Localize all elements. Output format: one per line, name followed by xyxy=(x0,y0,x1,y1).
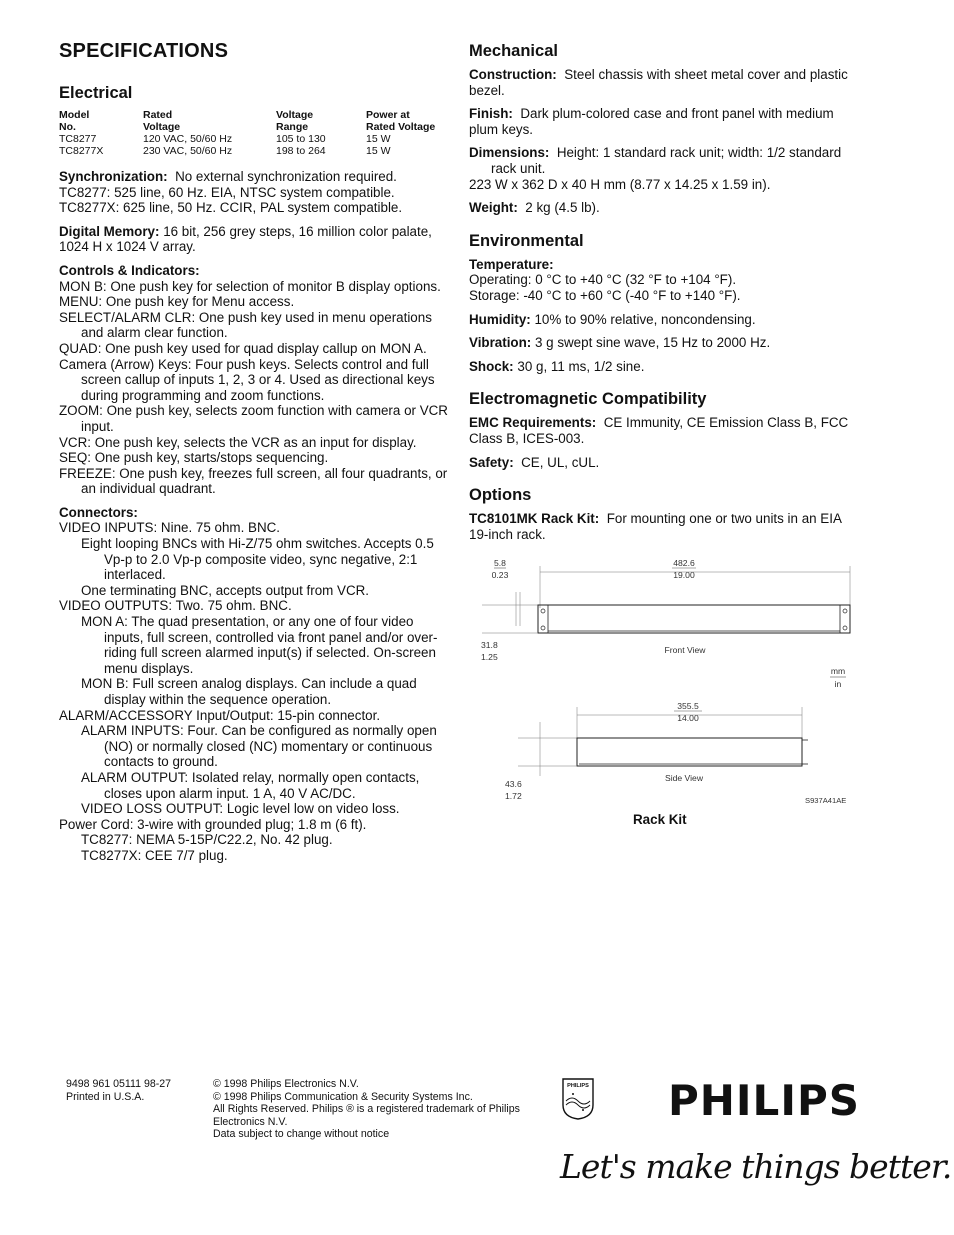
table-cell: TC8277 xyxy=(59,133,97,145)
footer-copyright xyxy=(213,1078,523,1141)
table-cell: 120 VAC, 50/60 Hz xyxy=(143,133,233,145)
list-item: MON B: Full screen analog displays. Can include a quad display within the sequence operation. xyxy=(81,676,417,707)
copyright-line: Data subject to change without notice xyxy=(213,1128,390,1141)
printed-in: Printed in U.S.A. xyxy=(66,1091,145,1103)
humidity-label: Humidity: xyxy=(469,311,531,327)
dim-small-in: 0.23 xyxy=(491,570,509,580)
emc-paragraph xyxy=(469,415,854,446)
col-header: Power at Rated Voltage xyxy=(366,109,436,133)
sync-paragraph xyxy=(59,169,454,216)
electrical-table-header xyxy=(59,109,435,133)
shock-text: 30 g, 11 ms, 1/2 sine. xyxy=(517,358,645,374)
shield-text: PHILIPS xyxy=(567,1083,589,1089)
rack-kit-paragraph xyxy=(469,511,854,542)
list-item: SEQ: One push key, starts/stops sequencing. xyxy=(59,450,329,466)
construction-text: Steel chassis with sheet metal cover and plastic bezel. xyxy=(469,67,848,98)
list-item: VCR: One push key, selects the VCR as an input for display. xyxy=(59,434,417,450)
list-item: VIDEO LOSS OUTPUT: Logic level low on video loss. xyxy=(81,801,400,817)
list-item: VIDEO OUTPUTS: Two. 75 ohm. BNC. xyxy=(59,598,292,614)
sync-line: TC8277: 525 line, 60 Hz. EIA, NTSC system compatible. xyxy=(59,184,395,200)
environmental-heading: Environmental xyxy=(469,231,584,250)
vibration-text: 3 g swept sine wave, 15 Hz to 2000 Hz. xyxy=(534,335,771,351)
shock-label: Shock: xyxy=(469,358,514,374)
vibration-label: Vibration: xyxy=(469,335,532,351)
connectors-list xyxy=(59,520,454,863)
part-number: 9498 961 05111 98-27 xyxy=(66,1078,172,1090)
table-cell: 198 to 264 xyxy=(276,145,326,157)
dim-side-in: 1.72 xyxy=(505,791,522,801)
unit-in: in xyxy=(834,679,842,689)
safety-label: Safety: xyxy=(469,454,514,470)
emc-label: EMC Requirements: xyxy=(469,415,597,431)
col-header: Voltage Range xyxy=(276,109,314,133)
construction-paragraph xyxy=(469,67,854,98)
list-item: Camera (Arrow) Keys: Four push keys. Selects control and full screen callup of inputs 1, 2, 3 or 4. Used as directional keys during programming and zoom functions. xyxy=(59,356,435,403)
weight-paragraph xyxy=(469,200,854,216)
front-view-panel xyxy=(538,605,850,633)
construction-label: Construction: xyxy=(469,67,557,82)
right-column xyxy=(469,42,854,550)
emc-text: CE Immunity, CE Emission Class B, FCC Class B, ICES-003. xyxy=(469,415,849,446)
left-column xyxy=(59,84,454,872)
temperature-label: Temperature: xyxy=(469,256,554,272)
footer-part-info xyxy=(66,1078,171,1104)
list-item: ZOOM: One push key, selects zoom function with camera or VCR input. xyxy=(59,403,448,434)
safety-text: CE, UL, cUL. xyxy=(521,454,600,470)
list-item: One terminating BNC, accepts output from VCR. xyxy=(81,582,370,598)
dimensions-paragraph xyxy=(469,145,854,192)
sync-line: TC8277X: 625 line, 50 Hz. CCIR, PAL system compatible. xyxy=(59,200,403,216)
finish-paragraph xyxy=(469,106,854,137)
sync-text: No external synchronization required. xyxy=(175,169,397,184)
temperature-paragraph xyxy=(469,257,854,304)
controls-section xyxy=(59,263,454,497)
connectors-label: Connectors: xyxy=(59,504,138,520)
electrical-heading: Electrical xyxy=(59,84,133,102)
table-cell: 230 VAC, 50/60 Hz xyxy=(143,145,233,157)
dimensions-line: 223 W x 362 D x 40 H mm (8.77 x 14.25 x 1.59 in). xyxy=(469,176,771,192)
dim-height-in: 1.25 xyxy=(481,652,498,662)
humidity-text: 10% to 90% relative, noncondensing. xyxy=(534,311,756,327)
memory-paragraph xyxy=(59,224,454,255)
table-cell: 105 to 130 xyxy=(276,133,326,145)
rack-kit-text: For mounting one or two units in an EIA 19-inch rack. xyxy=(469,511,842,542)
list-item: QUAD: One push key used for quad display callup on MON A. xyxy=(59,340,427,356)
side-view-label: Side View xyxy=(664,773,704,783)
unit-mm: mm xyxy=(830,666,846,676)
side-view-panel xyxy=(577,738,802,766)
sync-label: Synchronization: xyxy=(59,169,168,184)
vibration-paragraph xyxy=(469,335,854,351)
page-title: SPECIFICATIONS xyxy=(59,40,229,62)
list-item: Power Cord: 3-wire with grounded plug; 1.8 m (6 ft). xyxy=(59,816,367,832)
list-item: MON B: One push key for selection of monitor B display options. xyxy=(59,278,441,294)
table-cell: 15 W xyxy=(366,145,391,157)
list-item: VIDEO INPUTS: Nine. 75 ohm. BNC. xyxy=(59,520,281,536)
dim-depth-mm: 355.5 xyxy=(677,701,699,711)
dim-small-mm: 5.8 xyxy=(494,558,506,568)
list-item: MENU: One push key for Menu access. xyxy=(59,294,295,310)
col-header: Model No. xyxy=(59,109,90,133)
copyright-line: © 1998 Philips Communication & Security Systems Inc. xyxy=(213,1090,473,1103)
dim-width-mm: 482.6 xyxy=(673,558,695,568)
list-item: ALARM/ACCESSORY Input/Output: 15-pin connector. xyxy=(59,707,381,723)
list-item: TC8277X: CEE 7/7 plug. xyxy=(81,847,228,863)
table-cell: 15 W xyxy=(366,133,391,145)
list-item: ALARM OUTPUT: Isolated relay, normally open contacts, closes upon alarm input. 1 A, 40 V AC/DC. xyxy=(81,769,420,801)
dim-depth-in: 14.00 xyxy=(677,713,699,723)
weight-text: 2 kg (4.5 lb). xyxy=(525,200,600,216)
memory-text: 16 bit, 256 grey steps, 16 million color palate, 1024 H x 1024 V array. xyxy=(59,223,432,255)
safety-paragraph xyxy=(469,455,854,471)
memory-label: Digital Memory: xyxy=(59,223,160,239)
temp-operating: Operating: 0 °C to +40 °C (32 °F to +104 °F). xyxy=(469,272,737,288)
emc-heading: Electromagnetic Compatibility xyxy=(469,390,707,409)
col-header: Rated Voltage xyxy=(143,109,181,133)
table-row xyxy=(59,145,435,157)
table-row xyxy=(59,133,435,145)
drawing-code: S937A41AE xyxy=(805,796,847,805)
temp-storage: Storage: -40 °C to +60 °C (-40 °F to +140 °F). xyxy=(469,287,741,303)
dim-width-in: 19.00 xyxy=(673,570,695,580)
connectors-section xyxy=(59,505,454,864)
controls-list xyxy=(59,279,454,497)
philips-shield-logo xyxy=(561,1077,595,1121)
finish-text: Dark plum-colored case and front panel with medium plum keys. xyxy=(469,106,834,137)
philips-wordmark: PHILIPS xyxy=(668,1076,860,1125)
dimensions-text: Height: 1 standard rack unit; width: 1/2 standard rack unit. xyxy=(491,145,842,176)
electrical-table xyxy=(59,109,435,157)
shock-paragraph xyxy=(469,359,854,375)
dimensions-label: Dimensions: xyxy=(469,145,550,161)
options-heading: Options xyxy=(469,486,532,505)
table-cell: TC8277X xyxy=(59,145,104,157)
humidity-paragraph xyxy=(469,312,854,328)
copyright-line: © 1998 Philips Electronics N.V. xyxy=(213,1078,359,1090)
rack-kit-label: TC8101MK Rack Kit: xyxy=(469,511,600,527)
dim-side-mm: 43.6 xyxy=(505,779,522,789)
list-item: MON A: The quad presentation, or any one of four video inputs, full screen, controlled via front panel and/or over-riding full screen alarmed input(s) if selected. On-screen menu displays. xyxy=(81,614,438,676)
front-view-label: Front View xyxy=(664,645,706,655)
rack-kit-caption: Rack Kit xyxy=(633,812,687,827)
copyright-line: All Rights Reserved. Philips ® is a registered trademark of Philips Electronics N.V. xyxy=(213,1103,520,1128)
list-item: SELECT/ALARM CLR: One push key used in menu operations and alarm clear function. xyxy=(59,309,432,341)
weight-label: Weight: xyxy=(469,200,518,216)
tagline: Let's make things better. xyxy=(560,1147,952,1186)
list-item: Eight looping BNCs with Hi-Z/75 ohm switches. Accepts 0.5 Vp-p to 2.0 Vp-p composite video, sync negative, 2:1 interlaced. xyxy=(81,536,434,583)
controls-label: Controls & Indicators: xyxy=(59,262,200,278)
list-item: TC8277: NEMA 5-15P/C22.2, No. 42 plug. xyxy=(81,832,333,848)
list-item: ALARM INPUTS: Four. Can be configured as normally open (NO) or normally closed (NC) momentary or continuous contacts to ground. xyxy=(81,723,437,770)
finish-label: Finish: xyxy=(469,106,513,122)
rack-kit-diagram xyxy=(478,552,858,808)
mechanical-heading: Mechanical xyxy=(469,42,558,60)
dim-height-mm: 31.8 xyxy=(481,640,498,650)
list-item: FREEZE: One push key, freezes full screen, all four quadrants, or an individual quadrant. xyxy=(59,465,448,497)
